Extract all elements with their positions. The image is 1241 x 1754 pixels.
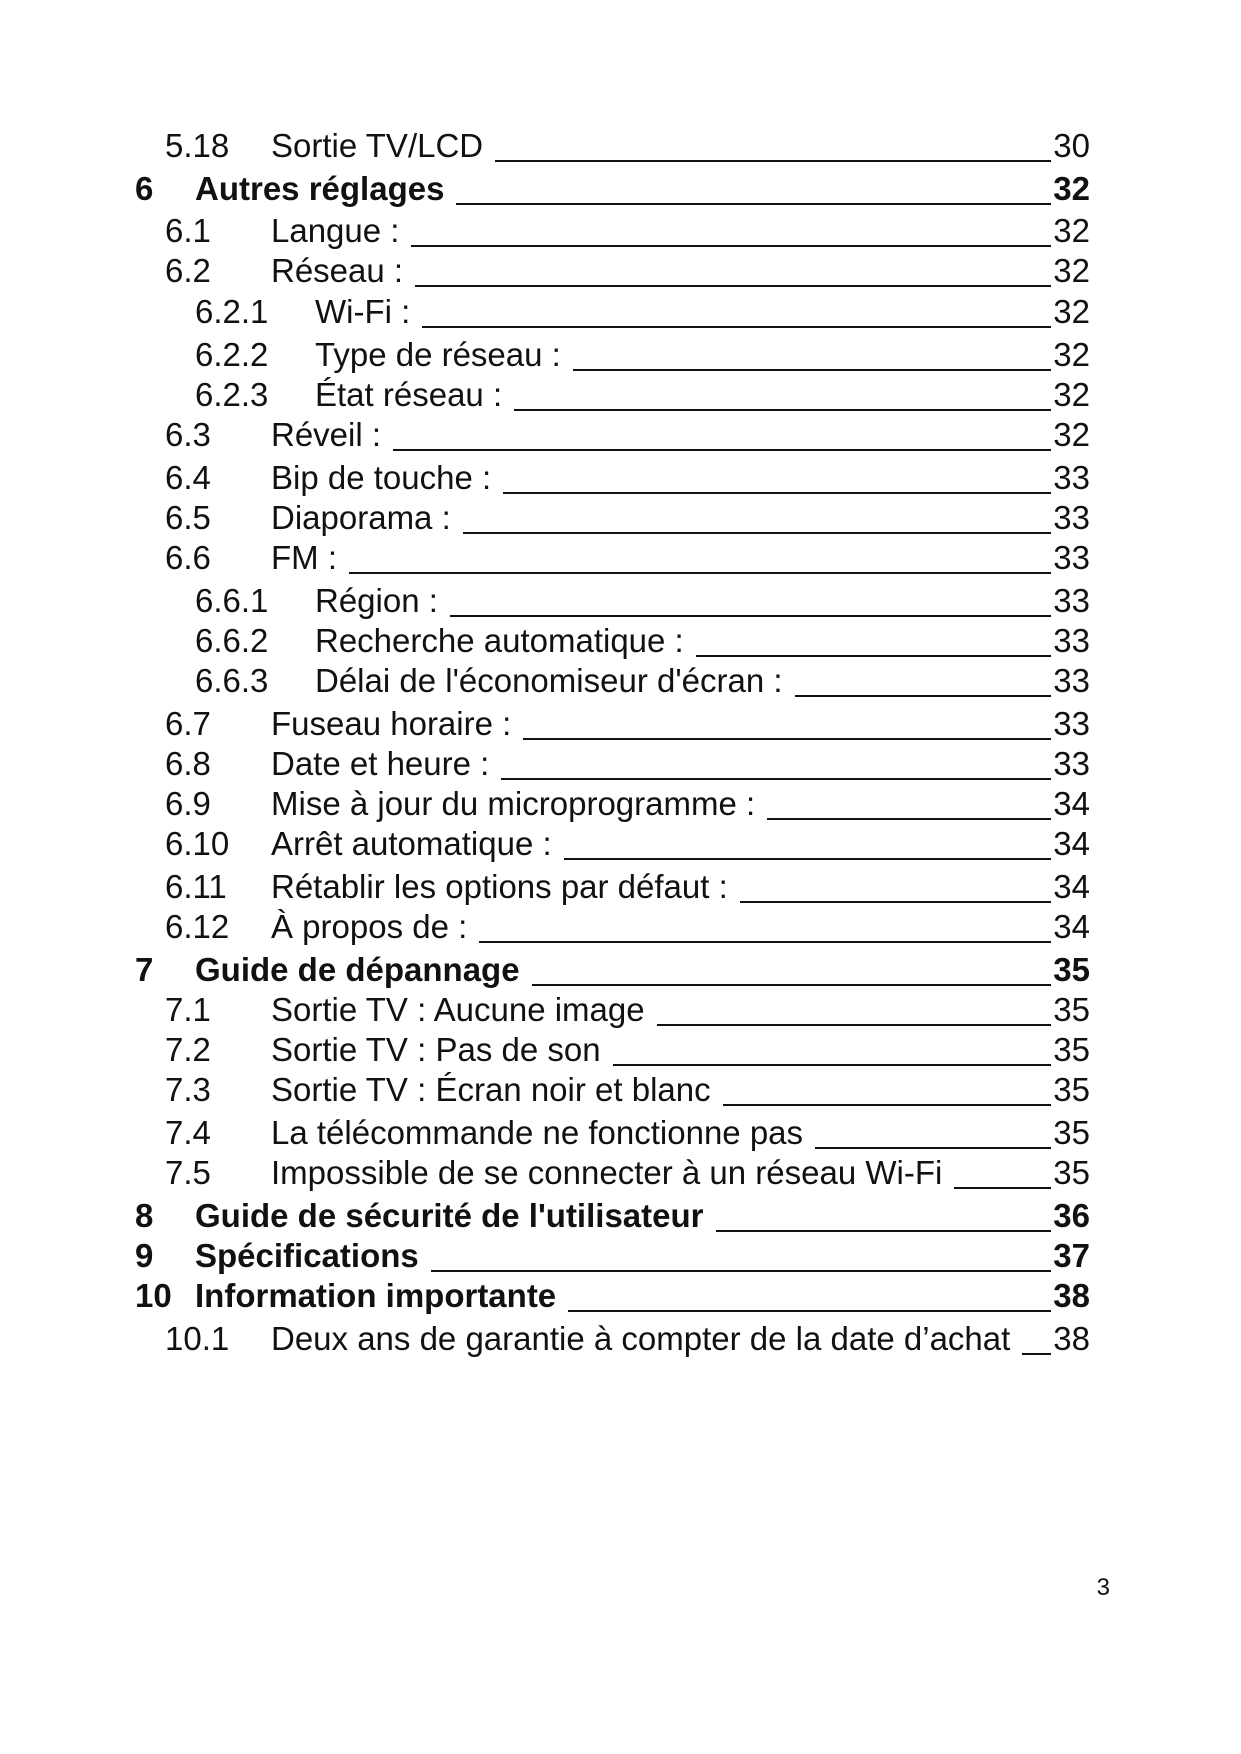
toc-entry-title: Délai de l'économiseur d'écran : — [315, 662, 783, 699]
toc-leader-line — [723, 1104, 1051, 1106]
toc-leader-line — [456, 203, 1051, 205]
toc-entry-page: 38 — [1053, 1320, 1090, 1357]
toc-section-entry — [0, 371, 1090, 415]
toc-leader-line — [349, 572, 1051, 574]
toc-entry-page: 35 — [1053, 1154, 1090, 1191]
toc-section-entry — [0, 331, 1090, 375]
toc-entry-page: 34 — [1053, 825, 1090, 862]
toc-entry-title: Mise à jour du microprogramme : — [271, 785, 756, 822]
toc-leader-line — [479, 941, 1051, 943]
toc-entry-number: 6.5 — [165, 499, 211, 536]
toc-section-entry — [0, 1149, 1090, 1193]
toc-section-entry — [0, 657, 1090, 701]
toc-leader-line — [415, 285, 1051, 287]
toc-entry-number: 10.1 — [165, 1320, 230, 1357]
toc-entry-title: Rétablir les options par défaut : — [271, 868, 728, 905]
toc-entry-page: 33 — [1053, 662, 1090, 699]
toc-entry-page: 33 — [1053, 582, 1090, 619]
toc-entry-page: 32 — [1053, 170, 1090, 207]
toc-entry-page: 36 — [1053, 1197, 1090, 1234]
toc-entry-page: 32 — [1053, 336, 1090, 373]
toc-section-entry — [0, 207, 1090, 251]
toc-section-entry — [0, 288, 1090, 332]
toc-entry-title: Région : — [315, 582, 438, 619]
toc-entry-number: 7.4 — [165, 1114, 211, 1151]
toc-entry-number: 6.9 — [165, 785, 211, 822]
toc-entry-page: 33 — [1053, 499, 1090, 536]
toc-entry-number: 6.2.3 — [195, 376, 269, 413]
toc-entry-title: Sortie TV : Écran noir et blanc — [271, 1071, 711, 1108]
toc-section-entry — [0, 986, 1090, 1030]
toc-entry-title: Autres réglages — [195, 170, 445, 207]
page-number: 3 — [1096, 1574, 1110, 1601]
toc-leader-line — [393, 449, 1051, 451]
toc-entry-number: 6.6.1 — [195, 582, 269, 619]
toc-section-entry — [0, 494, 1090, 538]
toc-entry-number: 7.1 — [165, 991, 211, 1028]
toc-entry-page: 37 — [1053, 1237, 1090, 1274]
toc-entry-title: Réveil : — [271, 416, 382, 453]
toc-leader-line — [495, 160, 1051, 162]
toc-entry-title: Diaporama : — [271, 499, 451, 536]
toc-entry-number: 6.7 — [165, 705, 211, 742]
toc-entry-title: Guide de sécurité de l'utilisateur — [195, 1197, 704, 1234]
toc-entry-page: 34 — [1053, 908, 1090, 945]
toc-chapter-entry — [0, 1272, 1090, 1316]
toc-entry-title: Sortie TV : Aucune image — [271, 991, 645, 1028]
toc-entry-title: État réseau : — [315, 376, 503, 413]
toc-entry-page: 35 — [1053, 1071, 1090, 1108]
toc-entry-page: 33 — [1053, 622, 1090, 659]
toc-section-entry — [0, 122, 1090, 166]
toc-entry-page: 33 — [1053, 459, 1090, 496]
toc-entry-page: 32 — [1053, 293, 1090, 330]
toc-leader-line — [954, 1187, 1051, 1189]
toc-section-entry — [0, 1066, 1090, 1110]
toc-entry-number: 10 — [135, 1277, 172, 1314]
toc-entry-number: 6.6.3 — [195, 662, 269, 699]
toc-entry-page: 33 — [1053, 539, 1090, 576]
toc-section-entry — [0, 820, 1090, 864]
toc-entry-number: 6.8 — [165, 745, 211, 782]
toc-entry-title: Recherche automatique : — [315, 622, 684, 659]
toc-section-entry — [0, 1026, 1090, 1070]
toc-entry-title: Sortie TV/LCD — [271, 127, 484, 164]
toc-chapter-entry — [0, 1192, 1090, 1236]
toc-entry-title: Guide de dépannage — [195, 951, 520, 988]
toc-leader-line — [568, 1310, 1051, 1312]
toc-entry-number: 6.12 — [165, 908, 230, 945]
toc-entry-title: Deux ans de garantie à compter de la date d’achat — [271, 1320, 1011, 1357]
toc-entry-title: Langue : — [271, 212, 400, 249]
toc-section-entry — [0, 1109, 1090, 1153]
toc-section-entry — [0, 617, 1090, 661]
toc-entry-page: 34 — [1053, 868, 1090, 905]
toc-section-entry — [0, 1315, 1090, 1359]
toc-entry-title: Wi-Fi : — [315, 293, 411, 330]
toc-section-entry — [0, 740, 1090, 784]
toc-chapter-entry — [0, 1232, 1090, 1276]
toc-entry-number: 6.6 — [165, 539, 211, 576]
toc-entry-number: 6.6.2 — [195, 622, 269, 659]
toc-section-entry — [0, 863, 1090, 907]
toc-entry-page: 35 — [1053, 951, 1090, 988]
toc-entry-number: 6.4 — [165, 459, 211, 496]
toc-entry-page: 35 — [1053, 1031, 1090, 1068]
toc-entry-number: 6.2.2 — [195, 336, 269, 373]
toc-leader-line — [1022, 1353, 1051, 1355]
toc-section-entry — [0, 454, 1090, 498]
toc-entry-page: 34 — [1053, 785, 1090, 822]
toc-entry-number: 6.3 — [165, 416, 211, 453]
toc-entry-page: 32 — [1053, 212, 1090, 249]
toc-entry-number: 7 — [135, 951, 154, 988]
toc-section-entry — [0, 700, 1090, 744]
toc-entry-title: FM : — [271, 539, 337, 576]
toc-section-entry — [0, 411, 1090, 455]
toc-entry-page: 30 — [1053, 127, 1090, 164]
toc-entry-title: Réseau : — [271, 252, 404, 289]
toc-entry-page: 35 — [1053, 991, 1090, 1028]
toc-entry-page: 32 — [1053, 376, 1090, 413]
toc-entry-number: 6.2 — [165, 252, 211, 289]
toc-section-entry — [0, 534, 1090, 578]
toc-entry-number: 6.1 — [165, 212, 211, 249]
toc-entry-title: Sortie TV : Pas de son — [271, 1031, 601, 1068]
toc-entry-title: Type de réseau : — [315, 336, 561, 373]
toc-entry-number: 6 — [135, 170, 154, 207]
toc-entry-number: 7.3 — [165, 1071, 211, 1108]
toc-entry-number: 7.2 — [165, 1031, 211, 1068]
toc-entry-number: 6.11 — [165, 868, 227, 905]
toc-entry-number: 6.2.1 — [195, 293, 269, 330]
toc-entry-title: Date et heure : — [271, 745, 490, 782]
toc-entry-page: 38 — [1053, 1277, 1090, 1314]
toc-entry-page: 35 — [1053, 1114, 1090, 1151]
toc-leader-line — [795, 695, 1051, 697]
toc-entry-title: Fuseau horaire : — [271, 705, 512, 742]
toc-entry-number: 7.5 — [165, 1154, 211, 1191]
toc-entry-page: 33 — [1053, 745, 1090, 782]
toc-entry-title: À propos de : — [271, 908, 468, 945]
toc-entry-title: Spécifications — [195, 1237, 419, 1274]
toc-chapter-entry — [0, 946, 1090, 990]
toc-entry-page: 32 — [1053, 252, 1090, 289]
toc-leader-line — [422, 326, 1051, 328]
toc-section-entry — [0, 903, 1090, 947]
toc-section-entry — [0, 577, 1090, 621]
toc-entry-title: Bip de touche : — [271, 459, 492, 496]
toc-section-entry — [0, 247, 1090, 291]
toc-entry-title: Impossible de se connecter à un réseau Wi-Fi — [271, 1154, 943, 1191]
toc-section-entry — [0, 780, 1090, 824]
toc-entry-page: 33 — [1053, 705, 1090, 742]
toc-entry-number: 5.18 — [165, 127, 230, 164]
toc-entry-page: 32 — [1053, 416, 1090, 453]
toc-entry-number: 9 — [135, 1237, 154, 1274]
toc-leader-line — [564, 858, 1051, 860]
toc-entry-title: La télécommande ne fonctionne pas — [271, 1114, 804, 1151]
toc-chapter-entry — [0, 165, 1090, 209]
toc-entry-number: 8 — [135, 1197, 154, 1234]
toc-entry-title: Arrêt automatique : — [271, 825, 552, 862]
toc-entry-number: 6.10 — [165, 825, 230, 862]
toc-entry-title: Information importante — [195, 1277, 557, 1314]
